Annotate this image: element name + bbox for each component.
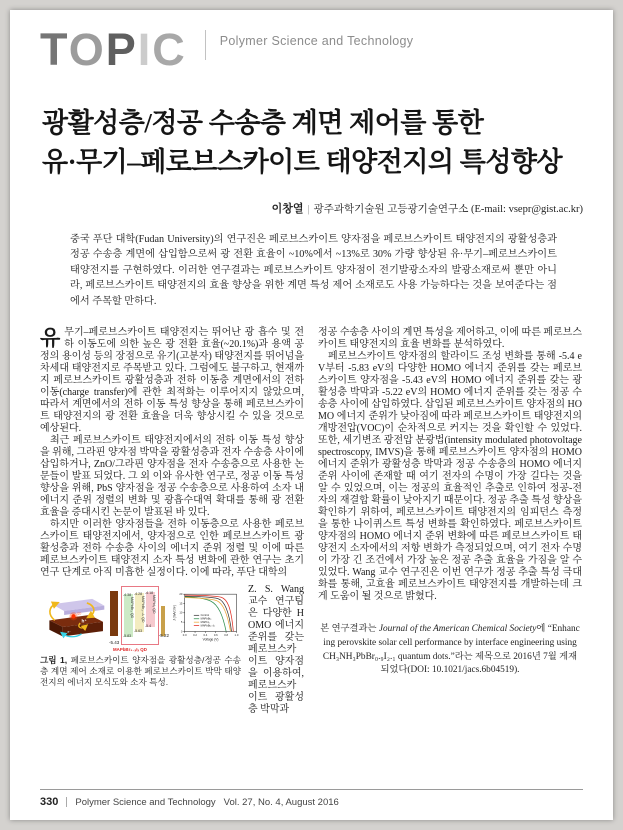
svg-text:0.6: 0.6 <box>213 634 218 638</box>
right-column <box>318 327 582 716</box>
paragraph: 정공 수송층 사이의 계면 특성을 제어하고, 이에 따른 페로브스카이트 태양전지의 효율 변화를 분석하였다. <box>318 327 582 351</box>
svg-text:0.2: 0.2 <box>193 634 197 638</box>
author-line <box>40 200 583 216</box>
svg-text:5: 5 <box>180 621 183 625</box>
qd-bar-label: MAPbBr₃₋ₓIₓ QD <box>140 596 145 623</box>
left-column <box>40 327 304 716</box>
journal-name: Polymer Science and Technology <box>219 34 414 48</box>
qd-level-bar <box>124 594 133 637</box>
figure-caption-text: 페로브스카이트 양자점을 광활성층/정공 수송층 계면 제어 소재로 이용한 페로브스카이트 박막 태양전지의 에너지 모식도와 소자 특성. <box>40 655 241 688</box>
paragraph: 하지만 이러한 양자점들을 전하 이동층으로 사용한 페로브스카이트 태양전지에서, 양자점으로 인한 페로브스카이트 광활성층과 전하 수송층 사이의 에너지 준위 정렬 및 이에 따른 페로브스카이트 태양전지 소자 특성 변화에 관한 연구는 초기 연구 단계로 아직 미흡한 실정이다. 이에 따라, 푸단 대학의 <box>40 519 304 579</box>
drop-cap: 유 <box>40 326 61 351</box>
svg-text:0: 0 <box>180 630 183 634</box>
active-layer-homo-value: -5.43 <box>108 640 120 646</box>
paragraph-continuation: Z. S. Wang 교수 연구팀은 다양한 HOMO 에너지 준위를 갖는 페로브스카이트 양자점을 이용하여, 페로브스카이트 광활성층 박막과 <box>248 584 304 716</box>
lumo-value: -4.28 <box>133 592 143 597</box>
y-axis-label: J (mA/cm²) <box>172 605 177 621</box>
figure-device-schematic <box>40 584 107 650</box>
note-journal-name: Journal of the American Chemical Society <box>378 624 537 635</box>
electron-label: e⁻ <box>67 630 72 635</box>
svg-text:10: 10 <box>179 611 183 615</box>
publication-note <box>320 623 580 678</box>
qd-series-label: MAPbBr₃₋ₓIₓ QD <box>112 647 147 653</box>
hole-label: h⁺ <box>81 618 87 624</box>
abstract-paragraph: 중국 푸단 대학(Fudan University)의 연구진은 페로브스카이트 양자점을 페로브스카이트 태양전지의 광활성층과 정공 수송층 계면에 삽입함으로써 광 전환 효율이 ~10%에서 ~13%로 30% 가량 향상된 유·무기–페로브스카이트 태양전지를 구현하였다. 이러한 연구결과는 페로브스카이트 양자점이 전기발광소자의 발광소재로써 뿐만 아니라, 페로브스카이트 태양전지의 효율 향상을 위한 계면 특성 제어 소재로도 사용 가능하다는 것을 보여준다는 점에서 주목할 만하다. <box>70 234 557 307</box>
qd-level-bar <box>146 592 155 627</box>
figure-1 <box>40 584 241 716</box>
svg-text:0.8: 0.8 <box>224 634 228 638</box>
topic-letter: P <box>105 24 138 75</box>
qd-glow <box>71 614 75 618</box>
svg-text:15: 15 <box>179 602 183 606</box>
topic-letter: I <box>137 24 153 75</box>
figure-caption-label: 그림 1, <box>40 655 68 666</box>
page <box>10 10 613 820</box>
htm-homo-value: -5.22 <box>158 633 169 639</box>
svg-text:0.0: 0.0 <box>182 634 187 638</box>
paragraph: 페로브스카이트 양자점의 할라이드 조성 변화를 통해 -5.4 eV부터 -5.83 eV의 다양한 HOMO 에너지 준위를 갖는 페로브스카이트 양자점을 -5.43 eV의 HOMO 에너지 준위를 갖는 광활성층 박막과 -5.22 eV의 HOMO 에너지 준위를 갖는 정공 수송층 사이에 삽입하였다. 삽입된 페로브스카이트 양자점의 HOMO 에너지 준위가 낮아짐에 따라 페로브스카이트 태양전지의 개방전압(VOC)이 순차적으로 커지는 것을 확인할 수 있었다. 또한, 세기변조 광전압 분광법(intensity modulated photovoltage spectroscopy, IMVS)을 통해 페로브스카이트 양자점의 HOMO 에너지 준위가 광활성층 박막과 정공 수송층의 HOMO 에너지 준위 사이에 존재할 때 여기 전자의 수명이 가장 길다는 것을 알 수 있었으며, 이는 정공의 효율적인 추출로 인하여 정공-전자의 재결합 확률이 낮아지기 때문이다. 정공 추출 특성 향상을 확인하기 위하여, 페로브스카이트 태양전지의 임피던스 측정을 통한 나이퀴스트 특성 변화를 확인하였다. 페로브스카이트 양자점의 HOMO 에너지 준위 변화에 따른 페로브스카이트 태양전지 소자에서의 저항 변화가 측정되었으며, 여기 전자 수명이 가장 긴 조건에서 가장 높은 정공 추출 효율을 가짐을 알 수 있었다. Wang 교수 연구진은 이번 연구가 정공 추출 특성 극대화를 통해, 고효율 페로브스카이트 태양전지를 개발하는데 크게 도움이 될 것으로 밝혔다. <box>318 351 582 603</box>
article-title-line1: 광활성층/정공 수송층 계면 제어를 통한 <box>42 108 484 138</box>
svg-text:1.0: 1.0 <box>234 634 239 638</box>
figure-row <box>40 584 304 716</box>
active-layer-level-bar <box>110 591 118 636</box>
page-footer <box>40 789 583 808</box>
figure-caption <box>40 655 241 688</box>
author-name: 이창열 <box>271 203 304 215</box>
footer-journal: Polymer Science and Technology <box>75 797 216 808</box>
homo-value: -5.63 <box>133 629 143 634</box>
charge-arrow-up <box>50 604 56 621</box>
page-number: 330 <box>40 796 59 808</box>
svg-text:MAPbI₃: MAPbI₃ <box>200 621 210 625</box>
topic-letter: O <box>68 24 106 75</box>
qd-bar-label: MAPbBr₃ QD <box>129 597 134 619</box>
qd-bar-label: MAPbI₃ QD <box>151 595 156 614</box>
page-header <box>40 26 583 74</box>
topic-letter: T <box>40 24 69 75</box>
paragraph-text: 무기–페로브스카이트 태양전지는 뛰어난 광 흡수 및 전하 이동도에 의한 높은 광 전환 효율(~20.1%)과 용액 공정의 용이성 등의 장점으로 유기(고분자) 태양전지를 뛰어넘을 차세대 태양전지로 주목받고 있다. 그럼에도 불구하고, 현재까지 페로브스카이트 광활성층과 전하 이동층 계면에서의 전하 이동(charge transfer)에 관한 최적화는 이루어지지 않았으며, 따라서 계면에서의 전하 이동 특성 향상을 통해 페로브스카이트 태양전지의 광 전환 효율을 더욱 향상시킬 수 있을 것으로 예상된다. <box>40 327 304 435</box>
footer-divider <box>66 797 67 807</box>
qd-levels-box <box>121 586 159 645</box>
footer-volume: Vol. 27, No. 4, August 2016 <box>223 797 339 808</box>
author-email: (E-mail: vsepr@gist.ac.kr) <box>470 204 583 215</box>
header-divider <box>205 30 206 60</box>
homo-value: -5.83 <box>122 634 132 639</box>
article-title <box>42 104 583 182</box>
figure-energy-diagram <box>108 584 169 653</box>
svg-text:0.4: 0.4 <box>203 634 208 638</box>
homo-value: -5.4 <box>144 624 152 629</box>
lumo-value: -4.38 <box>122 593 132 598</box>
author-affiliation: 광주과학기술원 고등광기술연구소 <box>313 204 469 215</box>
article-title-line2: 유·무기–페로브스카이트 태양전지의 특성향상 <box>42 147 563 177</box>
svg-text:MAPbBr₃: MAPbBr₃ <box>200 617 212 621</box>
author-separator: | <box>307 204 310 215</box>
x-axis-label: Voltage (V) <box>202 637 219 642</box>
svg-text:Control: Control <box>200 614 209 618</box>
svg-text:MAPbBr₃₋ₓIₓ: MAPbBr₃₋ₓIₓ <box>200 624 216 628</box>
paragraph: 최근 페로브스카이트 태양전지에서의 전하 이동 특성 향상을 위해, 그라핀 양자점 박막을 광활성층과 전자 수송층 사이에 삽입하거나, ZnO/그라핀 양자점을 전자 수송층으로 사용한 논문들이 발표 되었다. 그 외 이와 유사한 연구로, 정공 이동 특성 향상을 위해, PbS 양자점을 정공 수송층으로 사용하여 소자 내 에너지 준위 정렬의 변화 및 광흡수대역 확대를 통해 광 전환 효율을 증대시킨 논문이 발표된 바 있다. <box>40 435 304 519</box>
paragraph <box>40 327 304 435</box>
svg-text:20: 20 <box>179 593 183 597</box>
lumo-value: -4.18 <box>144 591 154 596</box>
body-columns <box>40 327 583 716</box>
topic-letter: C <box>152 24 187 75</box>
note-suffix: 에 “Enhancing perovskite solar cell performance by interface engineering using CH₃NH₃PbBr₀.₉I₂.₁ quantum dots.”라는 제목으로 2016년 7월 게재되었다(DOI: 10.1021/jacs.6b04519). <box>322 624 580 676</box>
y-tick-labels <box>179 592 183 633</box>
figure-jv-chart <box>171 584 241 650</box>
figure-graphics <box>40 584 241 653</box>
qd-label: QD <box>76 611 82 616</box>
qd-level-bar <box>135 593 144 632</box>
topic-wordmark <box>40 26 187 74</box>
x-tick-labels <box>183 633 239 637</box>
chart-legend <box>194 613 215 627</box>
note-prefix: 본 연구결과는 <box>320 624 379 635</box>
